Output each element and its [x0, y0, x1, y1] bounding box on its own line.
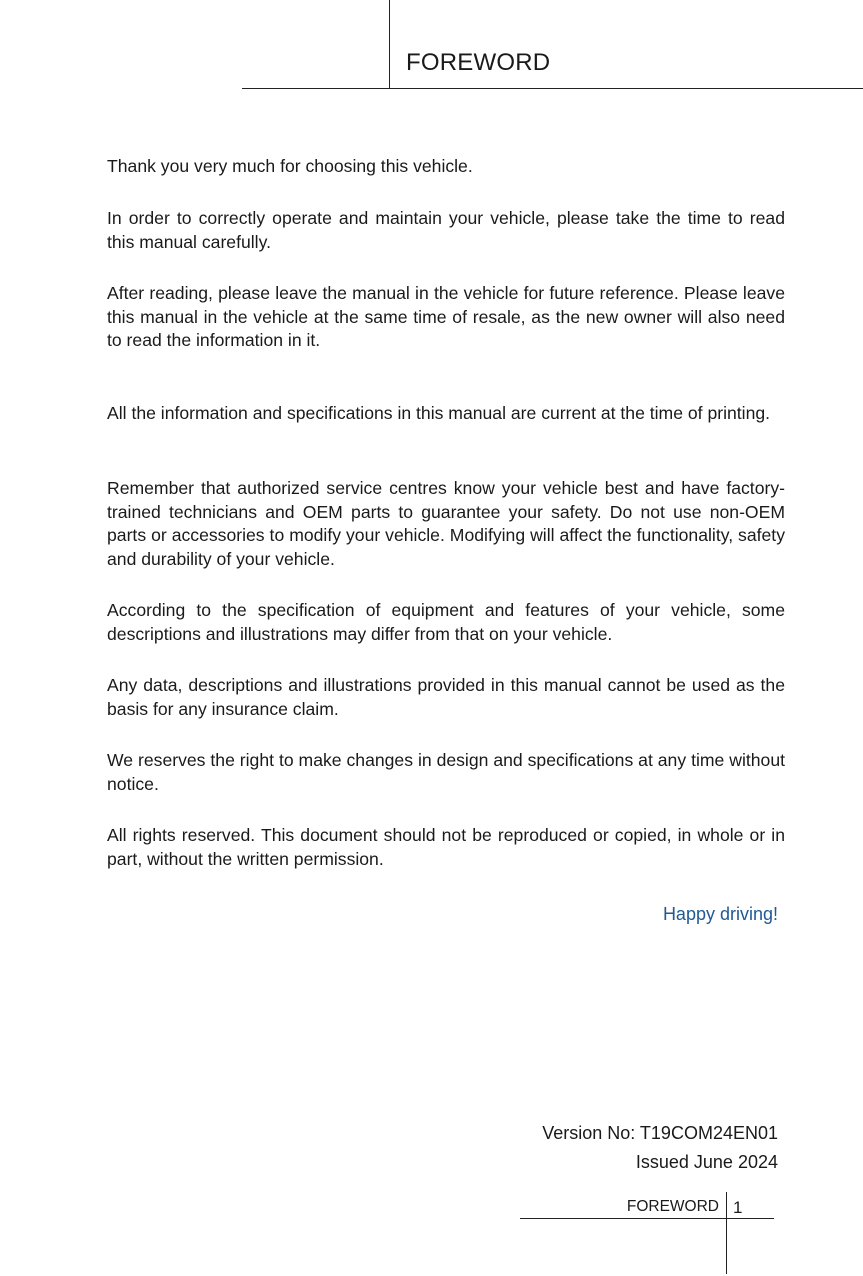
paragraph-keep-manual: After reading, please leave the manual in the vehicle for future reference. Please leave this manual in the vehicle at the same time of resale, as the new owner will also need to read the information in it.	[107, 283, 785, 350]
paragraph-current-info: All the information and specifications in this manual are current at the time of printing.	[107, 403, 771, 423]
footer-divider-vertical	[726, 1192, 727, 1274]
closing-greeting: Happy driving!	[662, 904, 778, 924]
paragraph-specification-differences: According to the specification of equipment and features of your vehicle, some descriptions and illustrations may differ from that on your vehicle.	[107, 600, 785, 644]
paragraph-service-centres: Remember that authorized service centres know your vehicle best and have factory-trained technicians and OEM parts to guarantee your safety. Do not use non-OEM parts or accessories to modify your vehicle. Modifying will affect the functionality, safety and durability of your vehicle.	[107, 478, 785, 569]
version-number: Version No: T19COM24EN01	[542, 1123, 778, 1143]
header-divider-vertical	[389, 0, 390, 88]
paragraph-insurance: Any data, descriptions and illustrations provided in this manual cannot be used as the basis for any insurance claim.	[107, 675, 785, 719]
footer-section-label: FOREWORD	[626, 1198, 719, 1215]
footer-divider-horizontal	[520, 1218, 774, 1219]
paragraph-right-to-change: We reserves the right to make changes in design and specifications at any time without notice.	[107, 750, 785, 794]
page-number: 1	[733, 1198, 743, 1217]
paragraph-thanks: Thank you very much for choosing this vehicle.	[107, 156, 473, 176]
paragraph-rights-reserved: All rights reserved. This document should not be reproduced or copied, in whole or in part, without the written permission.	[107, 825, 785, 869]
issue-date: Issued June 2024	[635, 1152, 778, 1172]
header-divider-horizontal	[242, 88, 863, 89]
paragraph-read-manual: In order to correctly operate and maintain your vehicle, please take the time to read this manual carefully.	[107, 208, 785, 252]
version-block	[542, 1119, 778, 1177]
page-title: FOREWORD	[406, 49, 551, 76]
